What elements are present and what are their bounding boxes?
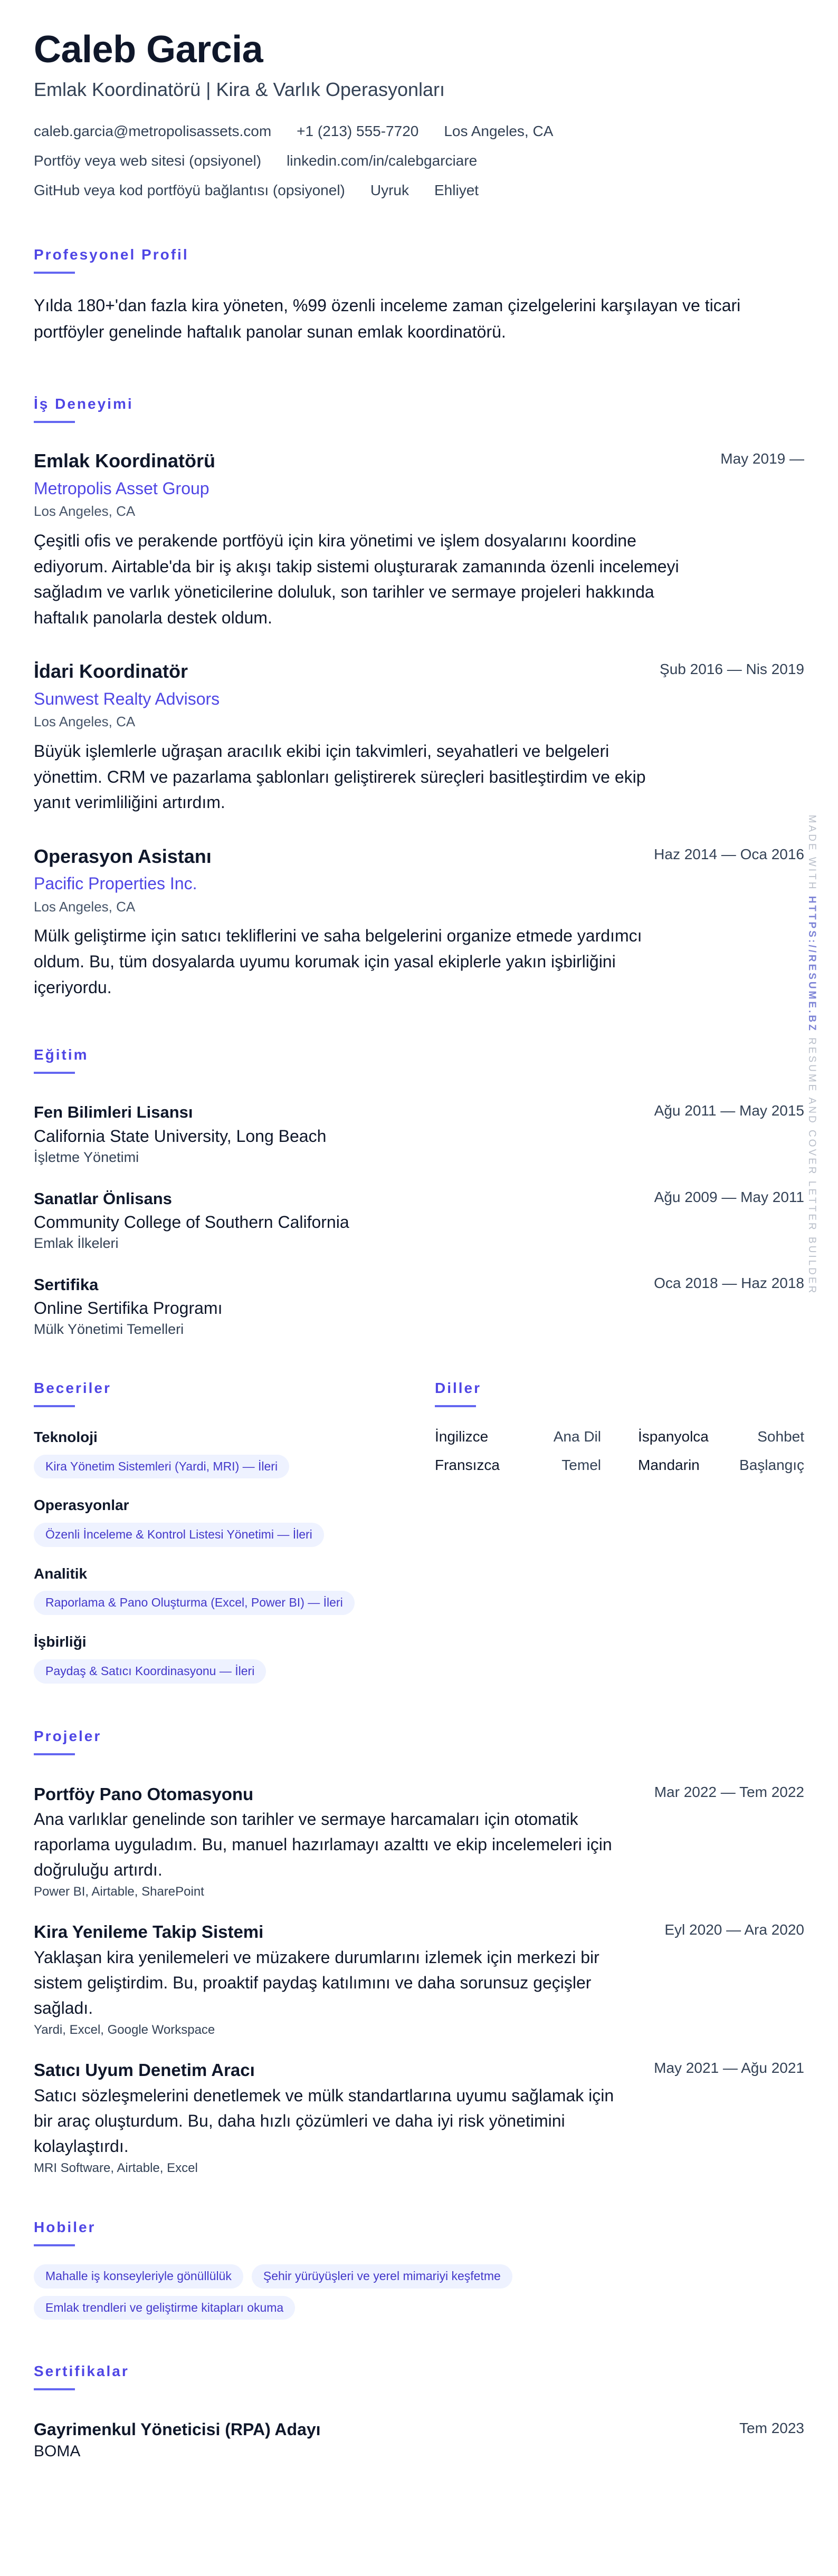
- job-dates: May 2019 —: [720, 450, 804, 467]
- hobby-chip: Emlak trendleri ve geliştirme kitapları okuma: [34, 2296, 295, 2320]
- hobby-chip: Mahalle iş konseyleriyle gönüllülük: [34, 2264, 243, 2289]
- section-underline: [34, 1753, 75, 1755]
- job-title: Operasyon Asistanı: [34, 845, 212, 867]
- languages-section: [435, 1381, 804, 1684]
- field-of-study: Emlak İlkeleri: [34, 1235, 119, 1251]
- project-name: Kira Yenileme Takip Sistemi: [34, 1922, 264, 1942]
- language-name: Fransızca: [435, 1456, 500, 1473]
- section-title: Profesyonel Profil: [34, 246, 189, 263]
- project-technologies: MRI Software, Airtable, Excel: [34, 2160, 198, 2175]
- job-location: Los Angeles, CA: [34, 503, 136, 520]
- project-description: Ana varlıklar genelinde son tarihler ve sermaye harcamaları için otomatik raporlama uyguladım. Bu, manuel hazırlamayı azalttı ve ekip incelemeleri için doğruluğu artırdı.: [34, 1810, 612, 1880]
- company-name: Pacific Properties Inc.: [34, 874, 197, 893]
- language-level: Başlangıç: [739, 1456, 804, 1473]
- field-of-study: Mülk Yönetimi Temelleri: [34, 1321, 184, 1337]
- project-entry: [34, 2060, 804, 2176]
- project-technologies: Yardi, Excel, Google Workspace: [34, 2023, 215, 2037]
- language-name: İngilizce: [435, 1428, 489, 1445]
- job-dates: Şub 2016 — Nis 2019: [660, 661, 804, 678]
- job-location: Los Angeles, CA: [34, 898, 136, 915]
- skill-category: İşbirliği: [34, 1633, 87, 1650]
- builder-watermark: [806, 815, 817, 1295]
- language-level: Ana Dil: [553, 1428, 601, 1445]
- contact-row: [34, 117, 804, 146]
- section-underline: [34, 421, 75, 423]
- education-dates: Ağu 2009 — May 2011: [654, 1188, 804, 1205]
- contact-row: [34, 146, 804, 176]
- skills-languages-row: [34, 1381, 804, 1684]
- education-entry: [34, 1275, 804, 1338]
- section-title: İş Deneyimi: [34, 396, 134, 412]
- job-title: Emlak Koordinatörü: [34, 450, 216, 472]
- skill-group: [34, 1496, 435, 1546]
- project-dates: Mar 2022 — Tem 2022: [654, 1783, 804, 1800]
- email-link[interactable]: caleb.garcia@metropolisassets.com: [34, 123, 272, 140]
- certification-issuer: BOMA: [34, 2443, 81, 2460]
- skill-category: Analitik: [34, 1565, 88, 1582]
- candidate-name: Caleb Garcia: [34, 28, 263, 71]
- hobby-chip: Şehir yürüyüşleri ve yerel mimariyi keşfetme: [252, 2264, 512, 2289]
- skill-group: [34, 1428, 435, 1478]
- profile-summary: Yılda 180+'dan fazla kira yöneten, %99 özenli inceleme zaman çizelgelerini karşılayan ve ticari portföyler genelinde haftalık panolar sunan emlak koordinatörü.: [34, 296, 741, 341]
- school-name: California State University, Long Beach: [34, 1126, 327, 1146]
- hobbies-section: [34, 2220, 804, 2320]
- skills-section: [34, 1381, 435, 1684]
- school-name: Community College of Southern California: [34, 1212, 349, 1232]
- project-name: Satıcı Uyum Denetim Aracı: [34, 2060, 255, 2080]
- skill-chip: Özenli İnceleme & Kontrol Listesi Yönetimi — İleri: [34, 1523, 324, 1547]
- school-name: Online Sertifika Programı: [34, 1298, 223, 1318]
- project-description: Yaklaşan kira yenilemeleri ve müzakere durumlarını izlemek için merkezi bir sistem geliştirdim. Bu, proaktif paydaş katılımını ve daha sorunsuz geçişler sağladı.: [34, 1948, 599, 2018]
- job-location: Los Angeles, CA: [34, 714, 136, 730]
- section-underline: [34, 1405, 75, 1407]
- company-name: Sunwest Realty Advisors: [34, 689, 220, 708]
- nationality: Uyruk: [370, 182, 409, 199]
- language-item: [638, 1457, 804, 1474]
- projects-section: [34, 1729, 804, 2176]
- job-description: Çeşitli ofis ve perakende portföyü için kira yönetimi ve işlem dosyalarını koordine ediyorum. Airtable'da bir iş akışı takip sistemi oluşturarak zamanında özenli incelemeyi sağladım ve varlık yöneticilerine doluluk, son tarihler ve sermaye projeleri hakkında haftalık panolarla destek oldum.: [34, 531, 679, 627]
- candidate-headline: Emlak Koordinatörü | Kira & Varlık Operasyonları: [34, 79, 445, 100]
- language-name: Mandarin: [638, 1456, 700, 1473]
- certifications-section: [34, 2364, 804, 2460]
- education-dates: Oca 2018 — Haz 2018: [654, 1274, 804, 1291]
- project-description: Satıcı sözleşmelerini denetlemek ve mülk standartlarına uyumu sağlamak için bir araç oluşturdum. Bu, daha hızlı çözümleri ve daha iyi risk yönetimini kolaylaştırdı.: [34, 2085, 614, 2156]
- education-entry: [34, 1102, 804, 1165]
- degree-name: Fen Bilimleri Lisansı: [34, 1103, 193, 1122]
- skill-category: Operasyonlar: [34, 1497, 129, 1514]
- skill-group: [34, 1565, 435, 1615]
- project-technologies: Power BI, Airtable, SharePoint: [34, 1885, 204, 1899]
- company-name: Metropolis Asset Group: [34, 478, 210, 498]
- contact-row: [34, 176, 804, 205]
- language-level: Sohbet: [757, 1428, 804, 1445]
- project-name: Portföy Pano Otomasyonu: [34, 1784, 254, 1804]
- experience-entry: [34, 449, 804, 630]
- linkedin-link[interactable]: linkedin.com/in/calebgarciare: [287, 152, 478, 169]
- project-entry: [34, 1784, 804, 1900]
- experience-entry: [34, 845, 804, 1000]
- section-title: Diller: [435, 1379, 482, 1396]
- section-underline: [34, 2388, 75, 2390]
- education-dates: Ağu 2011 — May 2015: [654, 1102, 804, 1119]
- website-link[interactable]: Portföy veya web sitesi (opsiyonel): [34, 152, 262, 169]
- github-link[interactable]: GitHub veya kod portföyü bağlantısı (opsiyonel): [34, 182, 345, 199]
- project-dates: Eyl 2020 — Ara 2020: [664, 1921, 804, 1938]
- section-title: Sertifikalar: [34, 2363, 129, 2380]
- section-title: Beceriler: [34, 1379, 111, 1396]
- project-dates: May 2021 — Ağu 2021: [654, 2060, 804, 2077]
- section-underline: [34, 2244, 75, 2246]
- education-entry: [34, 1189, 804, 1252]
- certification-entry: [34, 2420, 804, 2460]
- drivers-license: Ehliyet: [434, 182, 479, 199]
- skill-category: Teknoloji: [34, 1428, 98, 1445]
- watermark-link[interactable]: HTTPS://RESUME.BZ: [806, 896, 817, 1033]
- section-title: Projeler: [34, 1727, 102, 1744]
- profile-section: [34, 247, 804, 345]
- experience-entry: [34, 660, 804, 815]
- watermark-prefix: MADE WITH: [806, 814, 817, 891]
- job-dates: Haz 2014 — Oca 2016: [654, 845, 804, 862]
- job-description: Mülk geliştirme için satıcı tekliflerini ve saha belgelerini organize etmede yardımcı oldum. Bu, tüm dosyalarda uyumu korumak için yasal ekiplerle yakın işbirliğini içeriyordu.: [34, 926, 642, 997]
- contact-info: [34, 117, 804, 205]
- language-item: [638, 1428, 804, 1445]
- skill-chip: Kira Yönetim Sistemleri (Yardi, MRI) — İleri: [34, 1455, 289, 1479]
- project-entry: [34, 1921, 804, 2037]
- skill-chip: Raporlama & Pano Oluşturma (Excel, Power BI) — İleri: [34, 1591, 355, 1615]
- resume-page: [34, 28, 804, 2460]
- section-underline: [435, 1405, 476, 1407]
- skill-group: [34, 1633, 435, 1683]
- education-section: [34, 1047, 804, 1338]
- language-item: [435, 1457, 601, 1474]
- section-title: Hobiler: [34, 2218, 96, 2235]
- language-item: [435, 1428, 601, 1445]
- section-underline: [34, 1072, 75, 1074]
- language-name: İspanyolca: [638, 1428, 709, 1445]
- degree-name: Sertifika: [34, 1275, 99, 1294]
- degree-name: Sanatlar Önlisans: [34, 1189, 172, 1208]
- certification-date: Tem 2023: [739, 2420, 804, 2437]
- section-underline: [34, 272, 75, 274]
- field-of-study: İşletme Yönetimi: [34, 1149, 139, 1165]
- skill-chip: Paydaş & Satıcı Koordinasyonu — İleri: [34, 1659, 266, 1684]
- phone-number[interactable]: +1 (213) 555-7720: [297, 123, 419, 140]
- language-level: Temel: [561, 1456, 601, 1473]
- experience-section: [34, 397, 804, 1000]
- watermark-suffix: RESUME AND COVER LETTER BUILDER: [806, 1037, 817, 1295]
- job-description: Büyük işlemlerle uğraşan aracılık ekibi için takvimleri, seyahatleri ve belgeleri yönettim. CRM ve pazarlama şablonları geliştirerek süreçleri basitleştirdim ve ekip yanıt verimliliğini artırdım.: [34, 742, 646, 812]
- location: Los Angeles, CA: [444, 123, 554, 140]
- certification-name: Gayrimenkul Yöneticisi (RPA) Adayı: [34, 2420, 321, 2439]
- section-title: Eğitim: [34, 1046, 89, 1063]
- job-title: İdari Koordinatör: [34, 660, 188, 683]
